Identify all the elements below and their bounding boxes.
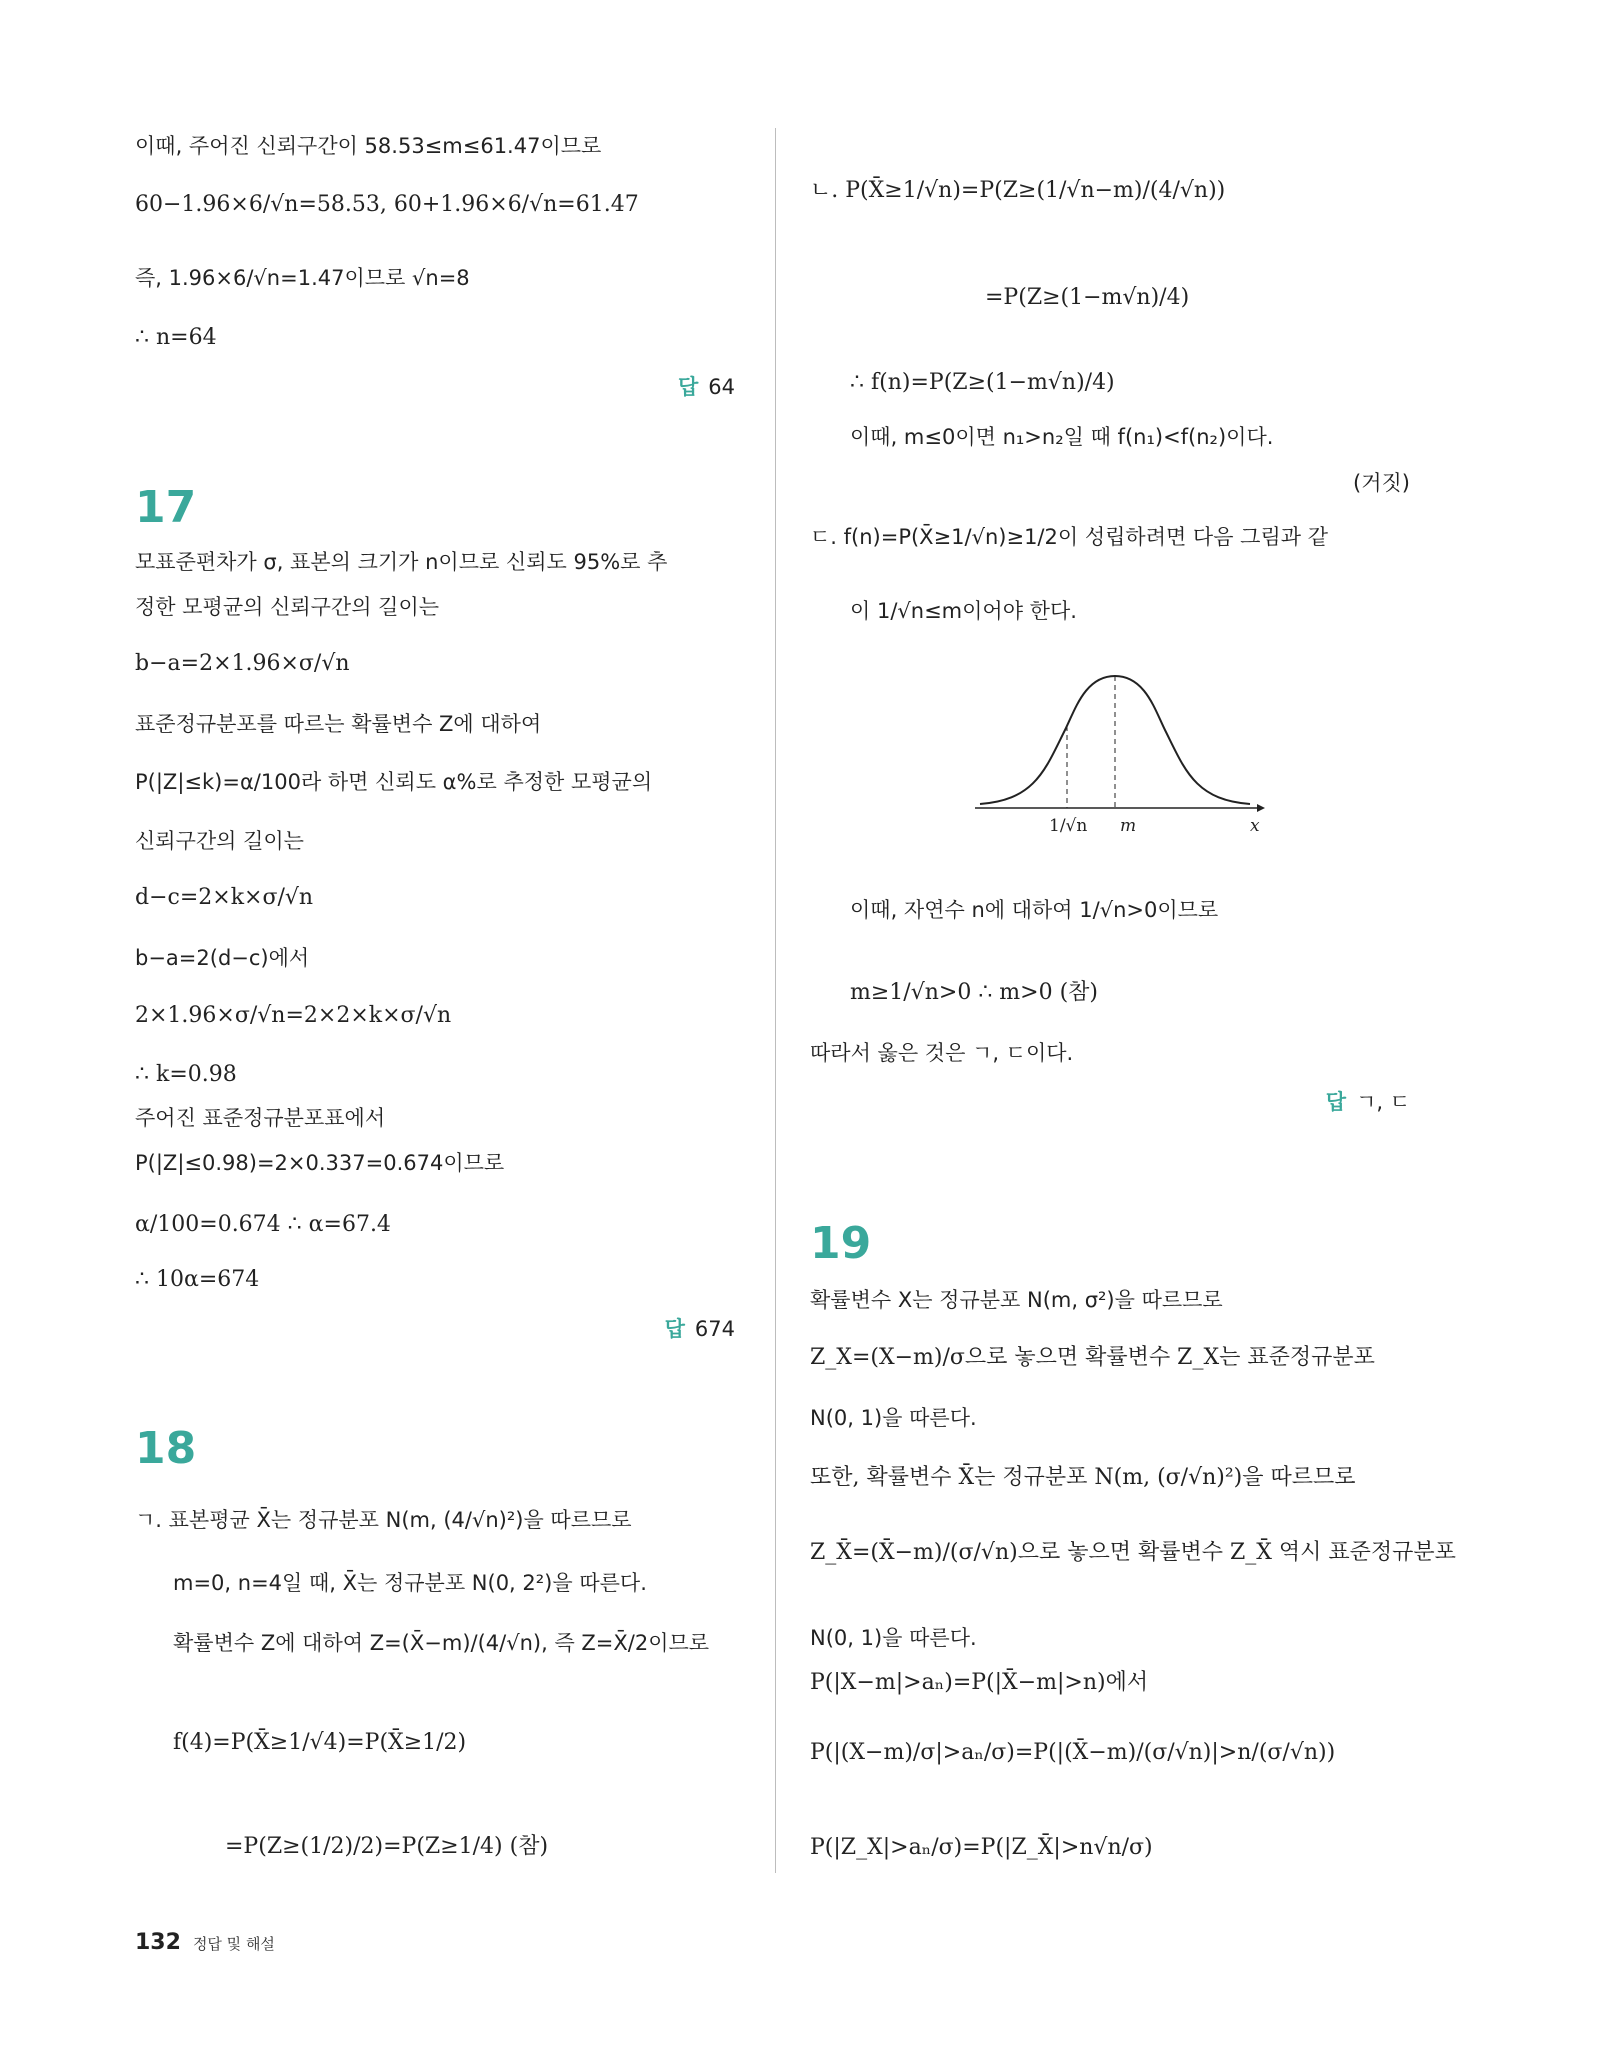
- text-line: P(|Z|≤k)=α/100라 하면 신뢰도 α%로 추정한 모평균의: [135, 770, 653, 794]
- math-line: d−c=2×k×σ/√n: [135, 885, 314, 910]
- axis-label-x: x: [1250, 816, 1260, 836]
- text-line: 이때, m≤0이면 n₁>n₂일 때 f(n₁)<f(n₂)이다.: [850, 425, 1274, 449]
- text-line: 따라서 옳은 것은 ㄱ, ㄷ이다.: [810, 1041, 1074, 1065]
- math-line: f(4)=P(X̄≥1/√4)=P(X̄≥1/2): [173, 1730, 467, 1755]
- math-line: 또한, 확률변수 X̄는 정규분포 N(m, (σ/√n)²)을 따르므로: [810, 1465, 1356, 1490]
- text-line: 주어진 표준정규분포표에서: [135, 1106, 386, 1130]
- text-line: 확률변수 X는 정규분포 N(m, σ²)을 따르므로: [810, 1288, 1223, 1312]
- text-line: m=0, n=4일 때, X̄는 정규분포 N(0, 2²)을 따른다.: [173, 1571, 647, 1595]
- math-line: ∴ 10α=674: [135, 1267, 260, 1292]
- problem-number-18: 18: [135, 1423, 197, 1474]
- answer-value: 674: [694, 1317, 735, 1341]
- math-line: =P(Z≥(1−m√n)/4): [985, 285, 1190, 310]
- math-line: ∴ k=0.98: [135, 1062, 237, 1087]
- answer-label: 답: [677, 375, 699, 399]
- axis-arrow: [1257, 804, 1265, 812]
- text-line: N(0, 1)을 따른다.: [810, 1626, 977, 1650]
- text-line: 이 1/√n≤m이어야 한다.: [850, 599, 1077, 623]
- answer-18: [1326, 1086, 1410, 1116]
- math-line: 2×1.96×σ/√n=2×2×k×σ/√n: [135, 1003, 452, 1028]
- false-mark: (거짓): [1353, 471, 1410, 495]
- answer-label: 답: [1325, 1090, 1347, 1114]
- problem-number-19: 19: [810, 1218, 872, 1269]
- text-line: 신뢰구간의 길이는: [135, 829, 304, 853]
- text-line: 정한 모평균의 신뢰구간의 길이는: [135, 595, 440, 619]
- answer-674: [665, 1313, 735, 1343]
- math-line: ∴ n=64: [135, 325, 217, 350]
- math-line: b−a=2×1.96×σ/√n: [135, 651, 350, 676]
- text-line: b−a=2(d−c)에서: [135, 946, 310, 970]
- page-number: 132: [135, 1930, 181, 1955]
- normal-curve-graph: [975, 670, 1265, 869]
- math-line: =P(Z≥(1/2)/2)=P(Z≥1/4) (참): [225, 1834, 549, 1859]
- text-line: 모표준편차가 σ, 표본의 크기가 n이므로 신뢰도 95%로 추: [135, 550, 668, 574]
- text-line: P(|Z|≤0.98)=2×0.337=0.674이므로: [135, 1151, 505, 1175]
- math-line: ∴ f(n)=P(Z≥(1−m√n)/4): [850, 370, 1115, 395]
- text-line: 즉, 1.96×6/√n=1.47이므로 √n=8: [135, 266, 470, 290]
- answer-value: 64: [708, 375, 735, 399]
- column-divider: [775, 128, 776, 1873]
- text-line: 표준정규분포를 따르는 확률변수 Z에 대하여: [135, 712, 542, 736]
- text-line: 이때, 주어진 신뢰구간이 58.53≤m≤61.47이므로: [135, 134, 602, 158]
- answer-64: [678, 371, 735, 401]
- tick-label-m: m: [1120, 816, 1137, 836]
- math-line: Z_X=(X−m)/σ으로 놓으면 확률변수 Z_X는 표준정규분포: [810, 1345, 1375, 1370]
- math-line: 60−1.96×6/√n=58.53, 60+1.96×6/√n=61.47: [135, 192, 639, 217]
- tick-label-1-over-sqrt-n: 1/√n: [1049, 816, 1088, 836]
- answer-value: ㄱ, ㄷ: [1356, 1090, 1410, 1114]
- math-line: ㄴ. P(X̄≥1/√n)=P(Z≥(1/√n−m)/(4/√n)): [810, 178, 1226, 203]
- text-line: 이때, 자연수 n에 대하여 1/√n>0이므로: [850, 898, 1219, 922]
- text-line: 확률변수 Z에 대하여 Z=(X̄−m)/(4/√n), 즉 Z=X̄/2이므로: [173, 1631, 710, 1655]
- math-line: P(|(X−m)/σ|>aₙ/σ)=P(|(X̄−m)/(σ/√n)|>n/(σ/√n)): [810, 1740, 1336, 1765]
- page-footer: [135, 1930, 275, 1955]
- problem-number-17: 17: [135, 482, 197, 533]
- math-line: Z_X̄=(X̄−m)/(σ/√n)으로 놓으면 확률변수 Z_X̄ 역시 표준정규분포: [810, 1540, 1456, 1565]
- math-line: α/100=0.674 ∴ α=67.4: [135, 1212, 391, 1237]
- math-line: P(|Z_X|>aₙ/σ)=P(|Z_X̄|>n√n/σ): [810, 1835, 1153, 1860]
- math-line: P(|X−m|>aₙ)=P(|X̄−m|>n)에서: [810, 1670, 1149, 1695]
- text-line: N(0, 1)을 따른다.: [810, 1406, 977, 1430]
- answer-label: 답: [664, 1317, 685, 1341]
- math-line: m≥1/√n>0 ∴ m>0 (참): [850, 980, 1099, 1005]
- text-line: ㄷ. f(n)=P(X̄≥1/√n)≥1/2이 성립하려면 다음 그림과 같: [810, 525, 1329, 549]
- footer-title: 정답 및 해설: [192, 1935, 275, 1953]
- text-line: ㄱ. 표본평균 X̄는 정규분포 N(m, (4/√n)²)을 따르므로: [135, 1508, 632, 1532]
